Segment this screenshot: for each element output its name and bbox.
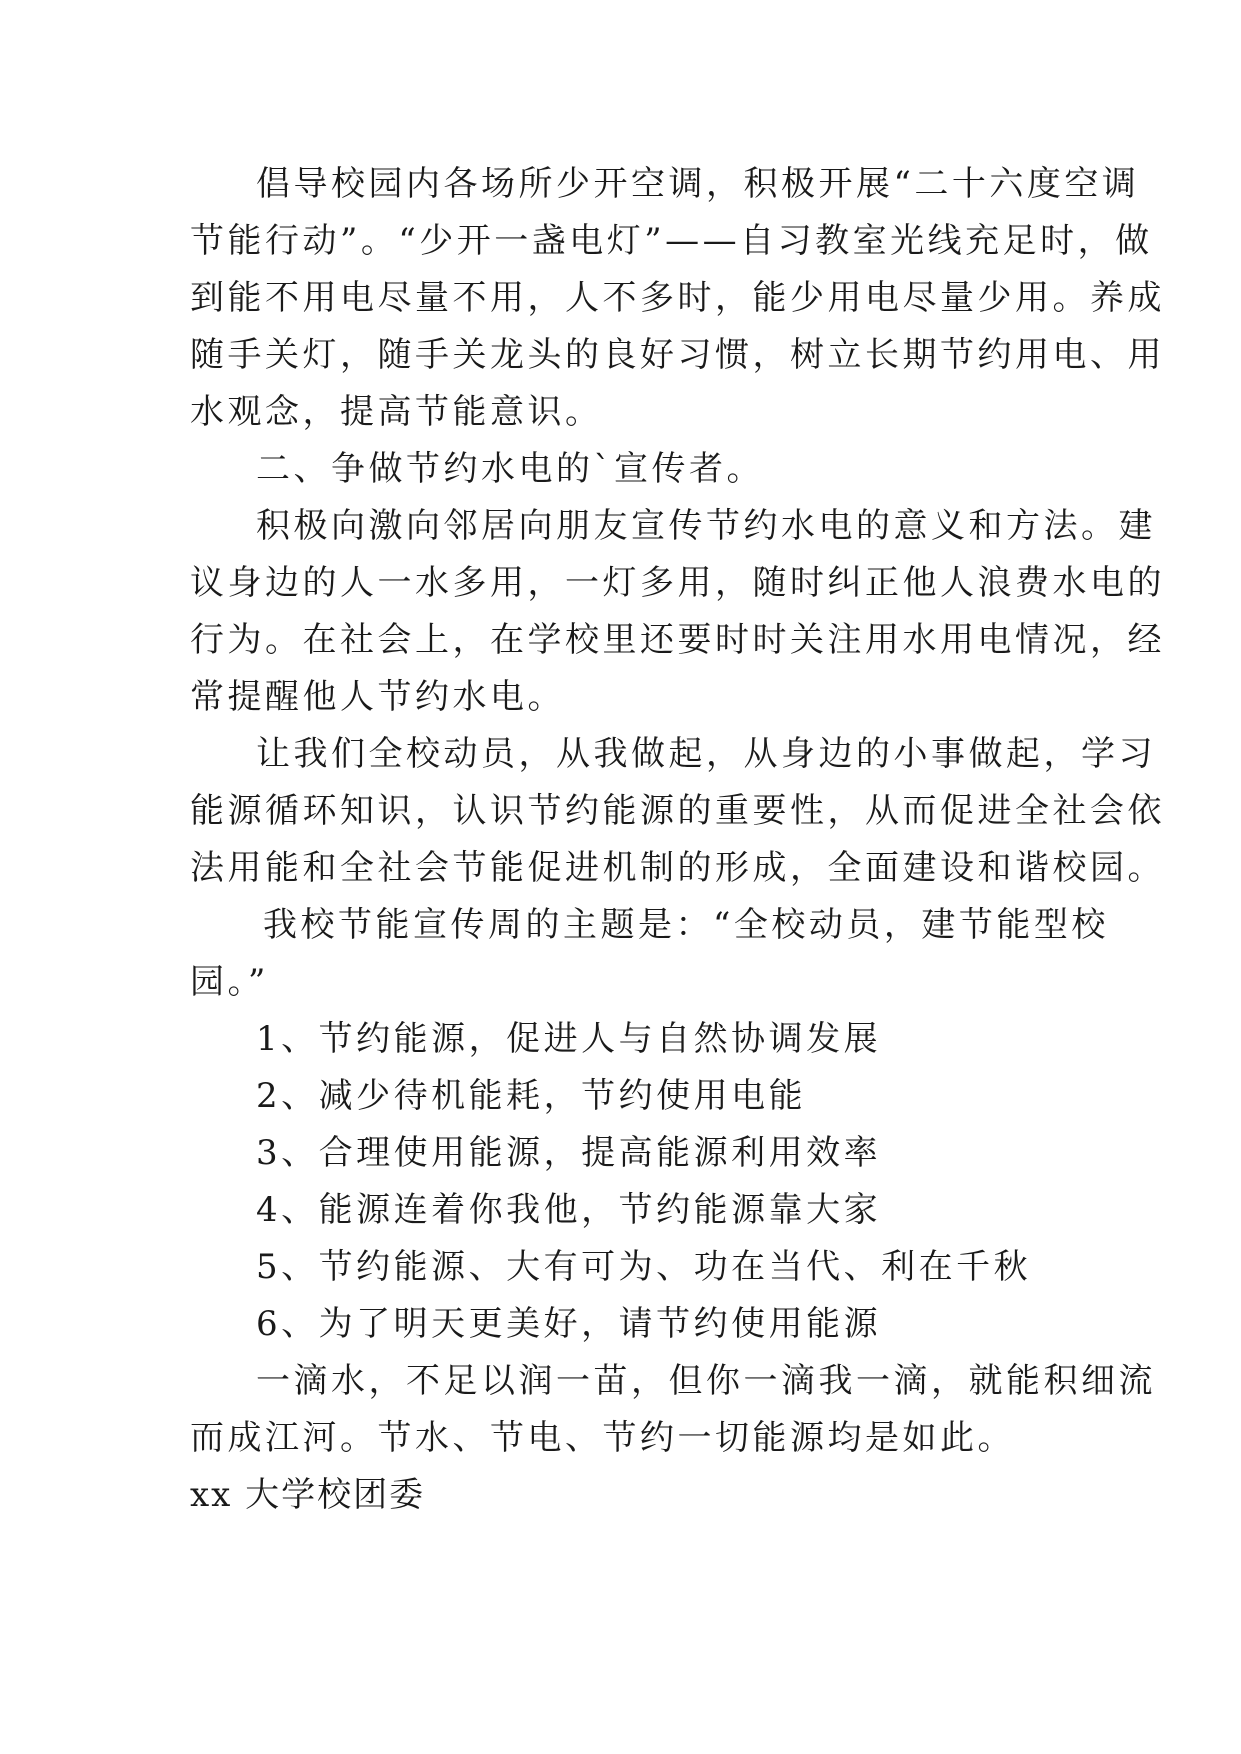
- list-item: 4、能源连着你我他，节约能源靠大家: [256, 1190, 882, 1230]
- paragraph-line: 随手关灯，随手关龙头的良好习惯，树立长期节约用电、用: [190, 335, 1165, 375]
- list-item: 6、为了明天更美好，请节约使用能源: [256, 1304, 882, 1344]
- list-item: 1、节约能源，促进人与自然协调发展: [256, 1019, 882, 1059]
- paragraph-line: 而成江河。节水、节电、节约一切能源均是如此。: [190, 1418, 1015, 1458]
- paragraph-line: 行为。在社会上，在学校里还要时时关注用水用电情况，经: [190, 620, 1165, 660]
- paragraph-line: 一滴水，不足以润一苗，但你一滴我一滴，就能积细流: [256, 1361, 1156, 1401]
- paragraph-line: 让我们全校动员，从我做起，从身边的小事做起，学习: [256, 734, 1156, 774]
- paragraph-line: 积极向激向邻居向朋友宣传节约水电的意义和方法。建: [256, 506, 1156, 546]
- paragraph-line: 法用能和全社会节能促进机制的形成，全面建设和谐校园。: [190, 848, 1165, 888]
- paragraph-line: 节能行动”。“少开一盏电灯”——自习教室光线充足时，做: [190, 221, 1153, 261]
- paragraph-line: 能源循环知识，认识节约能源的重要性，从而促进全社会依: [190, 791, 1165, 831]
- paragraph-line: 倡导校园内各场所少开空调，积极开展“二十六度空调: [256, 164, 1140, 204]
- paragraph-line: 到能不用电尽量不用，人不多时，能少用电尽量少用。养成: [190, 278, 1165, 318]
- list-item: 5、节约能源、大有可为、功在当代、利在千秋: [256, 1247, 1032, 1287]
- paragraph-line: 常提醒他人节约水电。: [190, 677, 565, 717]
- paragraph-line: 水观念，提高节能意识。: [190, 392, 603, 432]
- section-heading: 二、争做节约水电的`宣传者。: [256, 449, 764, 489]
- list-item: 2、减少待机能耗，节约使用电能: [256, 1076, 807, 1116]
- paragraph-line: 我校节能宣传周的主题是：“全校动员，建节能型校: [263, 905, 1109, 945]
- signature: xx 大学校团委: [190, 1475, 426, 1515]
- paragraph-line: 议身边的人一水多用，一灯多用，随时纠正他人浪费水电的: [190, 563, 1165, 603]
- list-item: 3、合理使用能源，提高能源利用效率: [256, 1133, 882, 1173]
- paragraph-line: 园。”: [190, 962, 269, 1002]
